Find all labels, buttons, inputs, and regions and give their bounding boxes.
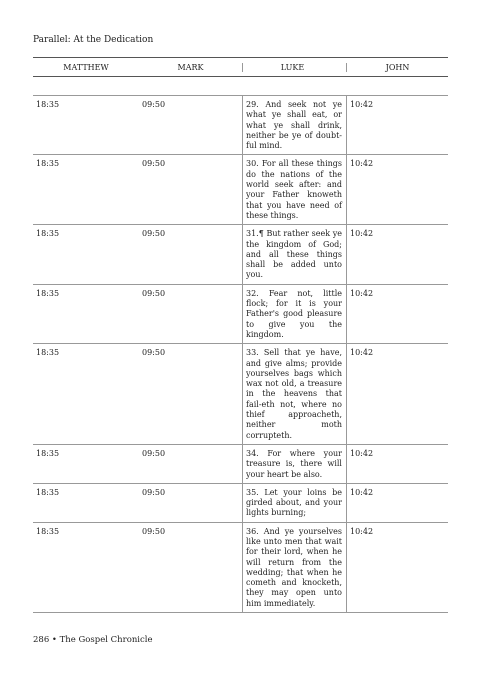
column-header-matthew: MATTHEW [63, 62, 109, 72]
mark-cell: 09:50 [142, 100, 166, 109]
table-row [33, 225, 448, 284]
table-row [33, 96, 448, 155]
john-cell: 10:42 [350, 348, 374, 358]
matthew-cell: 18:35 [36, 526, 60, 536]
john-cell: 10:42 [350, 448, 374, 458]
mark-cell: 09:50 [142, 288, 166, 298]
table-row [33, 155, 448, 225]
page-footer: 286 • The Gospel Chronicle [33, 635, 153, 645]
mark-cell: 09:50 [142, 448, 166, 458]
table-row [33, 445, 448, 484]
matthew-cell: 18:35 [36, 229, 60, 239]
luke-cell: 33. Sell that ye have, and give alms; provide yourselves bags which wax not old, a treasure in the heavens that fail-eth not, where no thief approacheth, neither moth corrupteth. [242, 344, 347, 444]
matthew-cell: 18:35 [36, 348, 60, 358]
matthew-cell: 18:35 [36, 448, 60, 458]
luke-cell: 31.¶ But rather seek ye the kingdom of God; and all these things shall be added unto you. [242, 225, 347, 283]
john-cell: 10:42 [350, 487, 374, 497]
john-cell: 10:42 [350, 159, 374, 169]
john-cell: 10:42 [350, 229, 374, 239]
matthew-cell: 18:35 [36, 288, 60, 298]
parallel-table [33, 57, 448, 613]
table-row [33, 285, 448, 344]
table-spacer [33, 77, 448, 96]
luke-cell: 29. And seek not ye what ye shall eat, or what ye shall drink, neither be ye of doubt-ful mind. [242, 96, 347, 154]
column-header-mark: MARK [177, 62, 204, 72]
table-row [33, 523, 448, 613]
luke-cell: 30. For all these things do the nations of the world seek after: and your Father knoweth that you have need of these things. [242, 155, 347, 224]
john-cell: 10:42 [350, 288, 374, 298]
mark-cell: 09:50 [142, 159, 166, 169]
matthew-cell: 18:35 [36, 159, 60, 169]
matthew-cell: 18:35 [36, 487, 60, 497]
luke-cell: 35. Let your loins be girded about, and your lights burning; [242, 484, 347, 522]
mark-cell: 09:50 [142, 487, 166, 497]
column-header-john: JOHN [385, 62, 410, 72]
john-cell: 10:42 [350, 100, 374, 109]
luke-cell: 34. For where your treasure is, there will your heart be also. [242, 445, 347, 483]
luke-cell: 32. Fear not, little flock; for it is your Father's good pleasure to give you the kingdom. [242, 285, 347, 343]
table-row [33, 344, 448, 445]
table-header [33, 57, 448, 77]
table-row [33, 484, 448, 523]
luke-cell: 36. And ye yourselves like unto men that wait for their lord, when he will return from the wedding; that when he cometh and knocketh, they may open unto him immediately. [242, 523, 347, 612]
mark-cell: 09:50 [142, 526, 166, 536]
column-header-luke: LUKE [242, 63, 347, 72]
mark-cell: 09:50 [142, 229, 166, 239]
mark-cell: 09:50 [142, 348, 166, 358]
matthew-cell: 18:35 [36, 100, 60, 109]
john-cell: 10:42 [350, 526, 374, 536]
page-title: Parallel: At the Dedication [33, 35, 154, 45]
